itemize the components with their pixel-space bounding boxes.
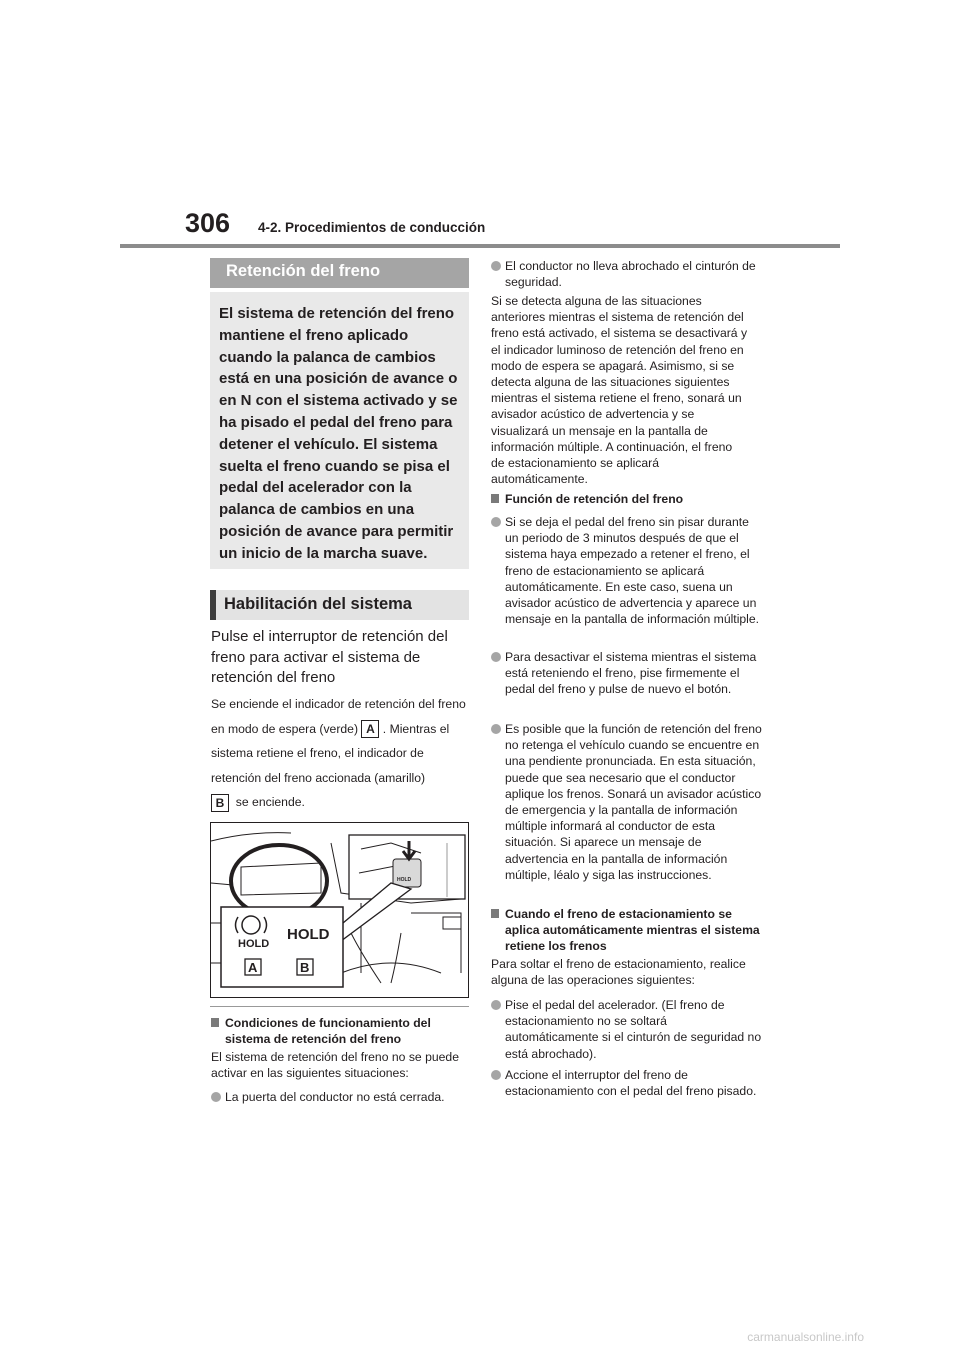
bullet-dot: [211, 1092, 221, 1102]
intro-box: [210, 292, 469, 569]
square-bullet: [211, 1018, 219, 1027]
bullet-dot: [491, 652, 501, 662]
list-item-text: El conductor no lleva abrochado el cinturón de seguridad.: [505, 259, 756, 290]
list-item: [491, 721, 763, 883]
detail-part1: Se enciende el indicador de retención del freno en modo de espera (verde): [211, 697, 466, 736]
detail-part2: . Mientras el sistema retiene el freno, el indicador de retención del freno accionada (amarillo): [211, 721, 450, 785]
detail-part3: se enciende.: [235, 795, 305, 809]
heading-enable-system-text: Habilitación del sistema: [224, 595, 412, 613]
button-label: HOLD: [397, 877, 412, 883]
bullet-dot: [491, 517, 501, 527]
intro-text: El sistema de retención del freno mantiene el freno aplicado cuando la palanca de cambios está en una posición de avance o en N con el sistema activado y se ha pisado el pedal del freno para detener el vehículo. El sistema suelta el freno cuando se pisa el pedal del acelerador con la palanca de cambios en una posición de avance para permitir un inicio de la marcha suave.: [219, 305, 458, 562]
bullet-dot: [491, 1000, 501, 1010]
header-rule: [120, 244, 840, 248]
function-heading: [491, 491, 763, 507]
list-item: [211, 1089, 479, 1105]
square-bullet: [491, 494, 499, 503]
heading-enable-system: [210, 590, 469, 620]
function-heading-text: Función de retención del freno: [505, 492, 684, 506]
instruction-detail: [211, 692, 469, 815]
list-item: [491, 649, 763, 698]
list-item-text: Accione el interruptor del freno de estacionamiento con el pedal del freno pisado.: [505, 1068, 757, 1099]
heading-marker: [210, 590, 216, 620]
section-title: 4-2. Procedimientos de conducción: [258, 220, 486, 235]
bullet-dot: [491, 1070, 501, 1080]
page-number: 306: [185, 208, 231, 238]
figure-tag-b: B: [300, 960, 310, 975]
figure-divider: [210, 1006, 469, 1007]
watermark: carmanualsonline.info: [747, 1330, 864, 1344]
paragraph: Si se detecta alguna de las situaciones anteriores mientras el sistema de retención del freno está activado, el sistema se desactivará y el indicador luminoso de retención del freno en modo de espera se apagará. Asimismo, si se detecta alguna de las situaciones siguientes mientras el sistema retiene el freno, sonará un avisador acústico de advertencia y se visualizará un mensaje en la pantalla de información múltiple. A continuación, el freno de estacionamiento se aplicará automáticamente.: [491, 294, 748, 487]
figure-tag-a: A: [248, 960, 258, 975]
list-item: [491, 1067, 763, 1099]
heading-brake-hold-text: Retención del freno: [226, 262, 381, 280]
bullet-dot: [491, 261, 501, 271]
instruction-lead: Pulse el interruptor de retención del freno para activar el sistema de retención del freno: [211, 628, 448, 686]
dashboard-illustration: [210, 822, 469, 998]
list-item: [491, 258, 763, 290]
hold-large-label: HOLD: [287, 926, 330, 943]
list-item-text: Para desactivar el sistema mientras el sistema está reteniendo el freno, pise firmemente el pedal del freno y pulse de nuevo el botón.: [505, 650, 757, 697]
list-item: [491, 997, 763, 1062]
heading-brake-hold: [210, 258, 469, 288]
conditions-heading: [211, 1015, 479, 1047]
illustration-svg: [211, 823, 468, 997]
list-item-text: La puerta del conductor no está cerrada.: [225, 1090, 445, 1104]
tag-a: A: [361, 720, 379, 738]
list-item-text: Si se deja el pedal del freno sin pisar durante un periodo de 3 minutos después de que el sistema haya empezado a retener el freno, el freno de estacionamiento se aplicará automáticamente. En este caso, suena un avisador acústico de advertencia y aparece un mensaje en la pantalla de información múltiple.: [505, 515, 760, 627]
parking-text: Para soltar el freno de estacionamiento, realice alguna de las operaciones siguientes:: [491, 957, 746, 988]
list-item-text: Pise el pedal del acelerador. (El freno de estacionamiento no se soltará automáticamente si el cinturón de seguridad no está abrochado).: [505, 998, 762, 1061]
parking-heading: [491, 906, 763, 955]
bullet-dot: [491, 724, 501, 734]
conditions-heading-text: Condiciones de funcionamiento del sistema de retención del freno: [225, 1016, 431, 1047]
square-bullet: [491, 909, 499, 918]
parking-heading-text: Cuando el freno de estacionamiento se aplica automáticamente mientras el sistema retiene los frenos: [505, 907, 760, 954]
list-item: [491, 514, 763, 627]
hold-small-label: HOLD: [238, 938, 270, 950]
conditions-text: El sistema de retención del freno no se puede activar en las siguientes situaciones:: [211, 1050, 459, 1081]
tag-b: B: [211, 794, 229, 812]
list-item-text: Es posible que la función de retención del freno no retenga el vehículo cuando se encuentre en una pendiente pronunciada. En esta situación, puede que sea necesario que el conductor aplique los frenos. Sonará un avisador acústico de emergencia y la pantalla de información múltiple informará al conductor de esta situación. Si aparece un mensaje de advertencia en la pantalla de información múltiple, léalo y siga las instrucciones.: [505, 722, 762, 882]
